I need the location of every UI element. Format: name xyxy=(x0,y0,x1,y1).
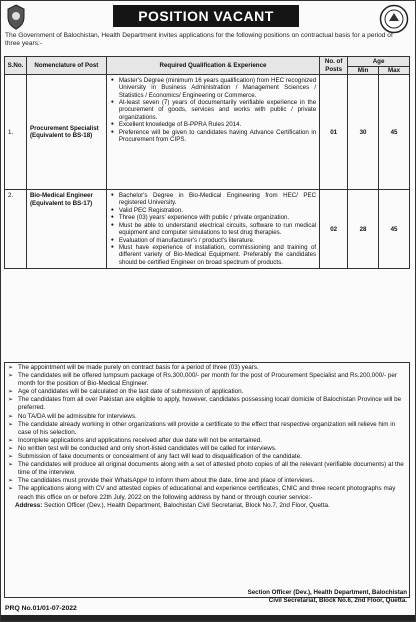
col-header-post: Nomenclature of Post xyxy=(26,57,106,75)
term-item: ➢ No TA/DA will be admissible for interviews. xyxy=(8,413,406,421)
row-post-name: Bio-Medical Engineer (Equivalent to BS-17) xyxy=(26,190,106,269)
row-posts: 02 xyxy=(320,190,348,269)
qualification-item: ● At-least seven (7) years of documentarily verifiable experience in the procurement of goods, services and works with public / private organizations. xyxy=(110,99,316,121)
row-age-max: 45 xyxy=(379,190,410,269)
government-emblem-icon xyxy=(5,3,27,31)
qualification-item: ● Must have experience of installation, commissioning and training of different variety of Bio-Medical Equipment. Preferably the candidates should be certified Engineer on broad spectrum of products. xyxy=(110,244,316,266)
address-text: Section Officer (Dev.), Health Department, Balochistan Civil Secretariat, Block No.7, 2nd Floor, Quetta. xyxy=(44,501,330,509)
row-age-max: 45 xyxy=(379,75,410,190)
row-sno: 2. xyxy=(5,190,27,269)
term-item: ➢ The candidates will produce all original documents along with a set of attested photo copies of all the relevant (verifiable documents) at the time of the interview. xyxy=(8,461,406,477)
page-title: POSITION VACANT xyxy=(113,5,299,27)
row-qualifications xyxy=(106,75,319,190)
row-post-name: Procurement Specialist (Equivalent to BS-18) xyxy=(26,75,106,190)
table-row xyxy=(5,190,410,269)
issuing-office-line2: Civil Secretariat, Block No.6, 2nd Floor, Quetta. xyxy=(268,597,407,605)
row-posts: 01 xyxy=(320,75,348,190)
row-qualifications xyxy=(106,190,319,269)
row-age-min: 30 xyxy=(348,75,379,190)
intro-text: The Government of Balochistan, Health Department invites applications for the following positions on contractual basis for a period of three years:- xyxy=(5,32,393,48)
positions-table xyxy=(4,56,410,269)
col-header-sno: S.No. xyxy=(5,57,27,75)
address-block xyxy=(5,502,409,510)
qualification-item: ● Master's Degree (minimum 16 years qualification) from HEC recognized University in Business Administration / Management Sciences / Statistics / Economics/ Engineering or Commerce. xyxy=(110,77,316,99)
row-sno: 1. xyxy=(5,75,27,190)
qualification-item: ● Evaluation of manufacturer's / product's literature. xyxy=(110,237,316,244)
term-item: ➢ The candidates must provide their WhatsApp# to inform them about the date, time and place of interviews. xyxy=(8,477,406,485)
term-item: ➢ Submission of fake documents or concealment of any fact will lead to disqualification of the candidate. xyxy=(8,453,406,461)
health-department-seal-icon xyxy=(379,4,409,34)
col-header-qualification: Required Qualification & Experience xyxy=(106,57,319,75)
issuing-office xyxy=(216,589,410,605)
table-row xyxy=(5,75,410,190)
term-item: ➢ Incomplete applications and applications received after due date will not be entertained. xyxy=(8,437,406,445)
term-item: ➢ The candidates from all over Pakistan are eligible to apply, however, candidates possessing local/ domicile of Balochistan Province will be preferred. xyxy=(8,396,406,412)
issuing-office-line1: Section Officer (Dev.), Health Department, Balochistan xyxy=(247,589,407,596)
footer-strip xyxy=(1,615,416,622)
term-item: ➢ The candidate already working in other organizations will provide a certificate to the effect that respective organization will relieve him in case of his selection. xyxy=(8,421,406,437)
term-item: ➢ The applications along with CV and attested copies of educational and experience certificates, CNIC and three recent photographs may reach this office on or before 22th July, 2022 on the following address by hand or through courier service:- xyxy=(8,485,406,501)
col-header-min: Min xyxy=(348,67,379,75)
col-header-max: Max xyxy=(379,67,410,75)
term-item: ➢ Age of candidates will be calculated on the last date of submission of application. xyxy=(8,388,406,396)
qualification-item: ● Bachelor's Degree in Bio-Medical Engineering from HEC/ PEC registered University. xyxy=(110,192,316,206)
address-label: Address: xyxy=(15,501,43,509)
qualification-item: ● Must be able to understand electrical circuits, software to run medical equipment and computer simulations to test drug therapies. xyxy=(110,222,316,236)
col-header-age: Age xyxy=(348,57,410,67)
qualification-item: ● Valid PEC Registration. xyxy=(110,207,316,214)
term-item: ➢ The appointment will be made purely on contract basis for a period of three (03) years. xyxy=(8,364,406,372)
prq-number: PRQ No.01/01-07-2022 xyxy=(5,605,77,612)
terms-and-conditions xyxy=(4,362,410,598)
qualification-item: ● Preference will be given to candidates having Advance Certification in Procurement from CIPS. xyxy=(110,129,316,143)
term-item: ➢ The candidates will be offered lumpsum package of Rs.300,000/- per month for the post of Procurement Specialist and Rs.200,000/- per month for the position of Bio-Medical Engineer. xyxy=(8,372,406,388)
row-age-min: 28 xyxy=(348,190,379,269)
qualification-item: ● Excellent knowledge of B-PPRA Rules 2014. xyxy=(110,121,316,128)
col-header-posts: No. of Posts xyxy=(320,57,348,75)
qualification-item: ● Three (03) years' experience with public / private organization. xyxy=(110,214,316,221)
term-item: ➢ No written test will be conducted and only short-listed candidates will be called for interviews. xyxy=(8,445,406,453)
